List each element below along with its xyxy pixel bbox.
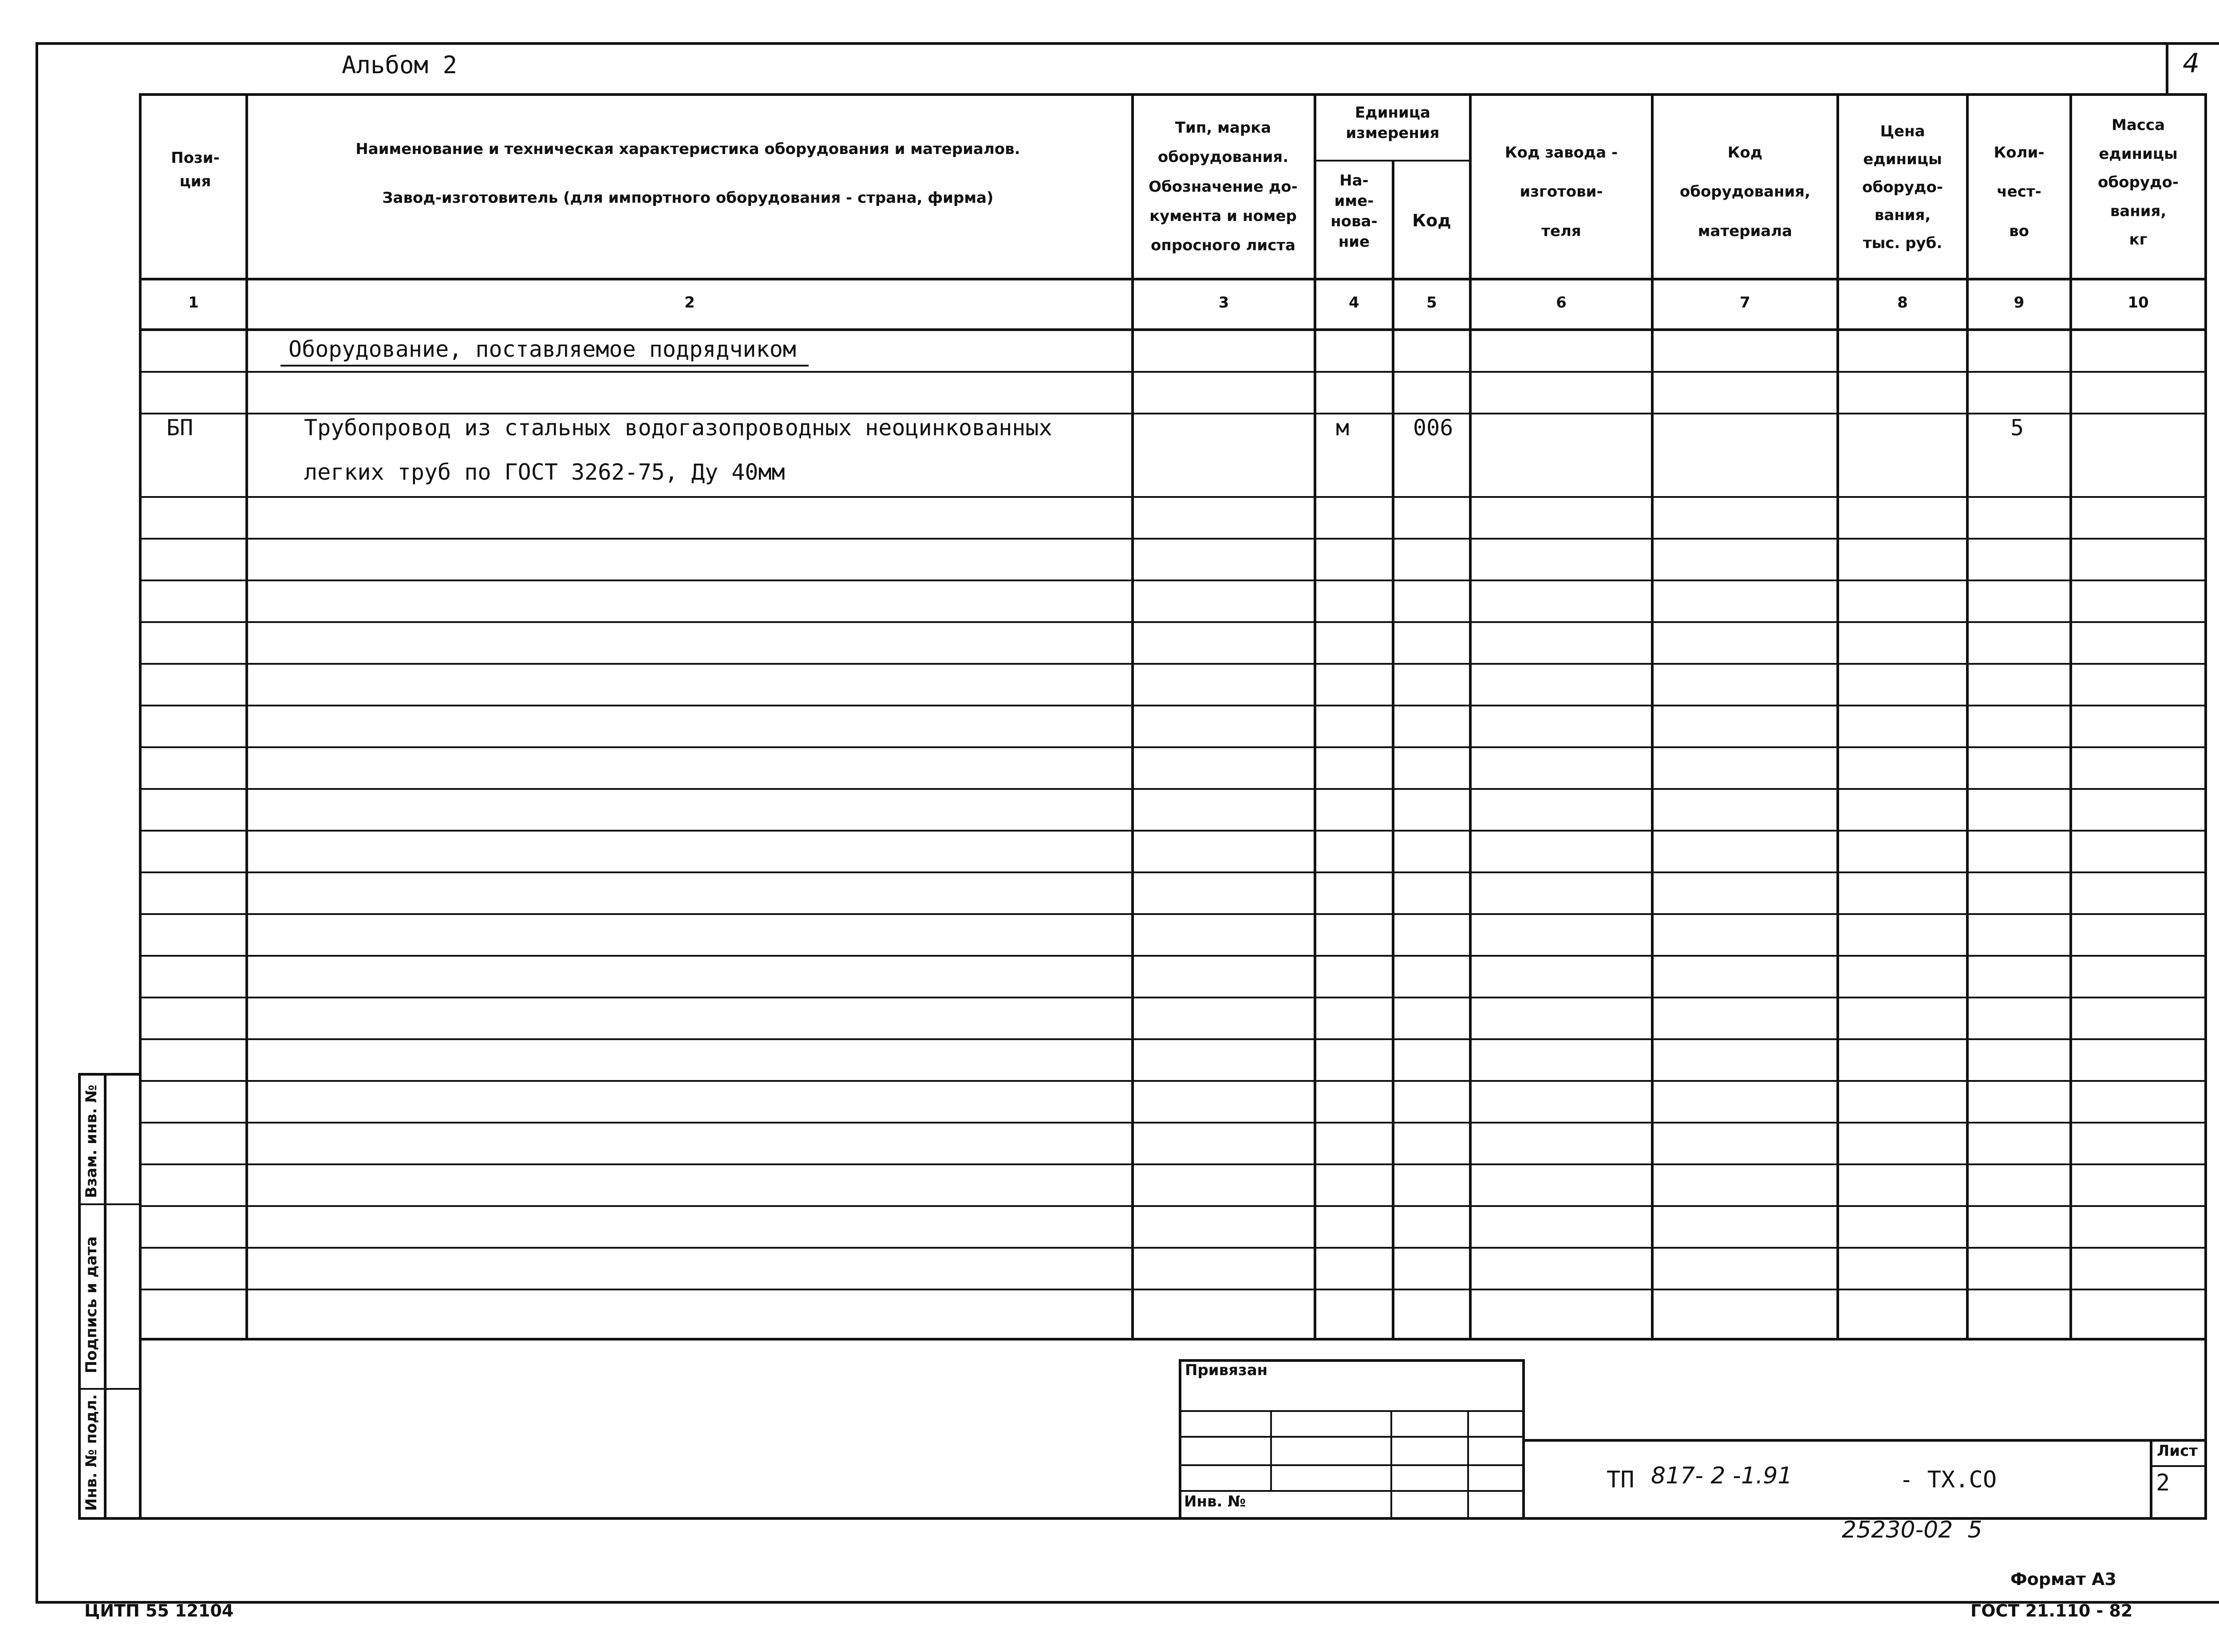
header-bottom <box>139 278 2207 280</box>
privyazan-col-2 <box>1390 1410 1392 1519</box>
privyazan-label: Привязан <box>1185 1361 1268 1379</box>
col-1-header: Пози- ция <box>171 149 220 190</box>
designation-handwritten: 817- 2 -1.91 <box>1651 1463 1793 1489</box>
col-4-header: На- име- нова- ние <box>1331 172 1378 251</box>
designation-top <box>1522 1439 2207 1442</box>
side-strip-div-1 <box>78 1203 140 1205</box>
outer-frame-top <box>36 42 2219 45</box>
col-line-9 <box>2069 93 2072 1341</box>
list-number: 2 <box>2156 1470 2170 1496</box>
privyazan-row-4 <box>1179 1490 1525 1492</box>
privyazan-row-2 <box>1179 1436 1525 1438</box>
colnum-5: 5 <box>1426 294 1437 311</box>
col-9-header: Коли- чест- во <box>1994 144 2045 240</box>
side-strip-left <box>78 1073 81 1520</box>
item-name-line2: легких труб по ГОСТ 3262-75, Ду 40мм <box>304 459 785 485</box>
col-line-5 <box>1469 93 1472 1341</box>
outer-frame-bottom <box>36 1601 2219 1604</box>
gost-label: ГОСТ 21.110 - 82 <box>1970 1601 2133 1620</box>
section-heading-underline <box>280 365 809 367</box>
section-heading: Оборудование, поставляемое подрядчиком <box>288 336 796 362</box>
inv-no-label: Инв. № <box>1184 1493 1246 1510</box>
item-unit-code: 006 <box>1413 415 1453 441</box>
col-line-right <box>2204 93 2207 1520</box>
colnum-9: 9 <box>2014 294 2025 311</box>
colnum-4: 4 <box>1349 294 1359 311</box>
sheet-corner-number: 4 <box>2183 48 2200 79</box>
col-8-header: Цена единицы оборудо- вания, тыс. руб. <box>1862 122 1943 252</box>
privyazan-row-3 <box>1179 1464 1525 1466</box>
list-box-divider <box>2150 1465 2207 1467</box>
colnum-2: 2 <box>684 294 695 311</box>
corner-box-divider <box>2166 42 2168 95</box>
col-2-subheader: Завод-изготовитель (для импортного оборудования - страна, фирма) <box>382 189 994 207</box>
side-label-podpis: Подпись и дата <box>83 1236 100 1373</box>
item-unit: м <box>1336 415 1350 441</box>
designation-suffix: - ТХ.СО <box>1899 1467 1997 1493</box>
colnum-bottom <box>139 328 2207 331</box>
item-name-line1: Трубопровод из стальных водогазопроводных неоцинкованных <box>304 415 1052 441</box>
col-line-1 <box>245 93 248 1341</box>
designation-prefix: ТП <box>1607 1467 1635 1493</box>
side-strip-mid <box>104 1073 107 1520</box>
col-3-header: Тип, марка оборудования. Обозначение до- кумента и номер опросного листа <box>1149 119 1298 255</box>
colnum-7: 7 <box>1740 294 1750 311</box>
outer-frame-left <box>36 42 38 1604</box>
table-bottom <box>139 1338 2207 1341</box>
citp-label: ЦИТП 55 12104 <box>84 1601 234 1620</box>
col-line-2 <box>1131 93 1134 1341</box>
item-quantity: 5 <box>2010 415 2024 441</box>
format-label: Формат А3 <box>2010 1569 2116 1589</box>
side-label-inv-podl: Инв. № подл. <box>83 1394 100 1511</box>
side-strip-div-2 <box>78 1388 140 1390</box>
privyazan-left <box>1179 1359 1181 1520</box>
privyazan-col-1 <box>1270 1410 1272 1490</box>
col-10-header: Масса единицы оборудо- вания, кг <box>2098 116 2179 249</box>
col-5-header: Код <box>1412 211 1451 230</box>
privyazan-col-3 <box>1467 1410 1469 1519</box>
side-label-vzam: Взам. инв. № <box>83 1084 100 1198</box>
privyazan-row-1 <box>1179 1410 1525 1412</box>
table-top <box>139 93 2207 96</box>
album-title: Альбом 2 <box>342 51 458 79</box>
col-line-8 <box>1966 93 1969 1341</box>
unit-group-divider <box>1314 160 1471 162</box>
handwritten-code: 25230-02 5 <box>1842 1517 1982 1543</box>
list-box-left <box>2150 1439 2152 1520</box>
unit-group-header: Единица измерения <box>1346 104 1440 142</box>
side-strip-top <box>78 1073 142 1076</box>
colnum-1: 1 <box>188 294 199 311</box>
col-2-header: Наименование и техническая характеристика оборудования и материалов. <box>355 140 1020 158</box>
col-line-6 <box>1651 93 1654 1341</box>
col-line-7 <box>1836 93 1839 1341</box>
colnum-3: 3 <box>1218 294 1229 311</box>
col-line-3 <box>1314 93 1316 1341</box>
colnum-6: 6 <box>1556 294 1567 311</box>
col-7-header: Код оборудования, материала <box>1679 144 1811 240</box>
item-position: БП <box>166 415 193 441</box>
list-label: Лист <box>2157 1442 2198 1460</box>
colnum-10: 10 <box>2128 294 2149 311</box>
colnum-8: 8 <box>1897 294 1908 311</box>
col-6-header: Код завода - изготови- теля <box>1504 144 1618 240</box>
